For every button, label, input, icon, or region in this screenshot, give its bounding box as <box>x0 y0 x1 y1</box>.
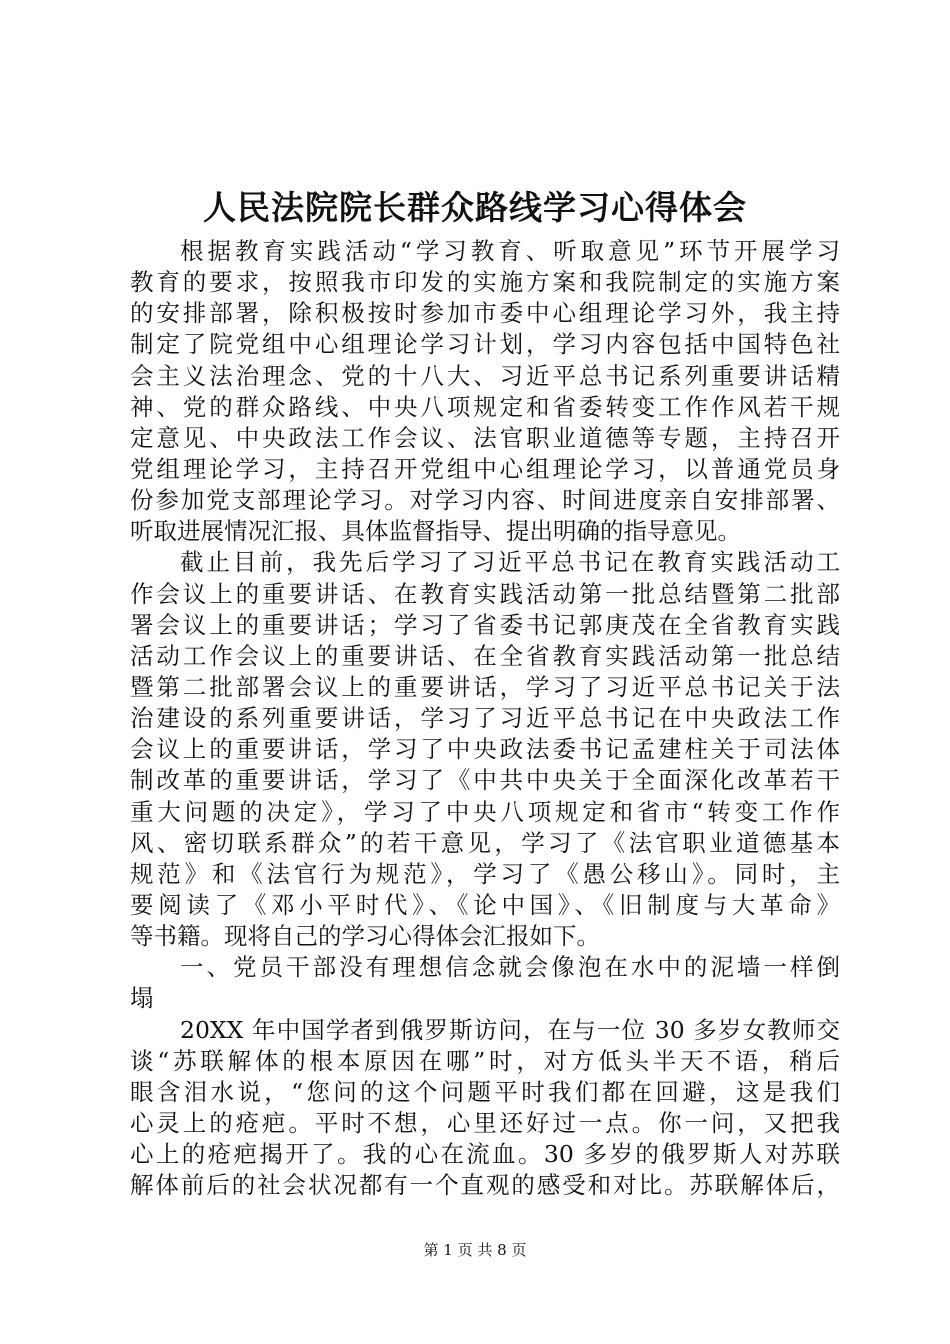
text-line: 暨第二批部署会议上的重要讲话，学习了习近平总书记关于法 <box>130 672 840 701</box>
text-line: 的安排部署，除积极按时参加市委中心组理论学习外，我主持 <box>130 299 840 328</box>
document-body <box>130 236 840 1201</box>
text-line: 听取进展情况汇报、具体监督指导、提出明确的指导意见。 <box>130 517 741 546</box>
text-line: 风、密切联系群众”的若干意见，学习了《法官职业道德基本 <box>130 828 840 857</box>
text-line: 眼含泪水说，“您问的这个问题平时我们都在回避，这是我们 <box>130 1077 840 1106</box>
text-line: 神、党的群众路线、中央八项规定和省委转变工作作风若干规 <box>130 392 840 421</box>
text-line: 制定了院党组中心组理论学习计划，学习内容包括中国特色社 <box>130 330 840 359</box>
text-line: 谈“苏联解体的根本原因在哪”时，对方低头半天不语，稍后 <box>130 1046 840 1075</box>
text-line: 等书籍。现将自己的学习心得体会汇报如下。 <box>130 922 600 951</box>
text-line: 规范》和《法官行为规范》，学习了《愚公移山》。同时，主 <box>130 859 840 888</box>
document-title: 人民法院院长群众路线学习心得体会 <box>203 188 747 227</box>
page-footer: 第 1 页 共 8 页 <box>423 1241 527 1259</box>
text-line: 塌 <box>130 984 154 1013</box>
text-line: 活动工作会议上的重要讲话、在全省教育实践活动第一批总结 <box>130 641 840 670</box>
text-line: 一、党员干部没有理想信念就会像泡在水中的泥墙一样倒 <box>180 953 840 982</box>
text-line: 份参加党支部理论学习。对学习内容、时间进度亲自安排部署、 <box>130 486 840 515</box>
text-line: 重大问题的决定》，学习了中央八项规定和省市“转变工作作 <box>130 797 840 826</box>
text-line: 20XX 年中国学者到俄罗斯访问，在与一位 30 多岁女教师交 <box>180 1015 840 1044</box>
text-line: 要阅读了《邓小平时代》、《论中国》、《旧制度与大革命》 <box>130 890 840 919</box>
text-line: 制改革的重要讲话，学习了《中共中央关于全面深化改革若干 <box>130 766 840 795</box>
text-line: 会主义法治理念、党的十八大、习近平总书记系列重要讲话精 <box>130 361 840 390</box>
text-line: 作会议上的重要讲话、在教育实践活动第一批总结暨第二批部 <box>130 579 840 608</box>
text-line: 党组理论学习，主持召开党组中心组理论学习，以普通党员身 <box>130 454 840 483</box>
text-line: 截止目前，我先后学习了习近平总书记在教育实践活动工 <box>180 548 840 577</box>
text-line: 解体前后的社会状况都有一个直观的感受和对比。苏联解体后， <box>130 1171 840 1200</box>
text-line: 根据教育实践活动“学习教育、听取意见”环节开展学习 <box>180 237 840 265</box>
text-line: 会议上的重要讲话，学习了中央政法委书记孟建柱关于司法体 <box>130 735 840 764</box>
text-line: 心灵上的疮疤。平时不想，心里还好过一点。你一问，又把我 <box>130 1108 840 1137</box>
text-line: 署会议上的重要讲话；学习了省委书记郭庚茂在全省教育实践 <box>130 610 840 639</box>
text-line: 教育的要求，按照我市印发的实施方案和我院制定的实施方案 <box>130 268 840 297</box>
text-line: 心上的疮疤揭开了。我的心在流血。30 多岁的俄罗斯人对苏联 <box>130 1140 840 1169</box>
text-line: 定意见、中央政法工作会议、法官职业道德等专题，主持召开 <box>130 423 840 452</box>
text-line: 治建设的系列重要讲话，学习了习近平总书记在中央政法工作 <box>130 704 840 733</box>
